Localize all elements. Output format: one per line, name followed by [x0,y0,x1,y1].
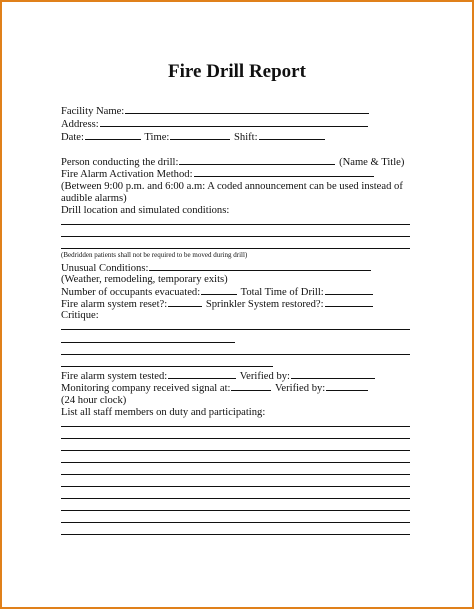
alarm-tested-field[interactable] [168,369,236,379]
staff-line-10[interactable] [61,534,410,535]
verified-by-field[interactable] [291,369,375,379]
bedridden-note: (Bedridden patients shall not be required to be moved during drill) [61,251,248,259]
drill-location-line-1[interactable] [61,224,410,225]
facility-name-field[interactable] [125,104,369,114]
audible-text: audible alarms) [61,193,127,204]
reset-sprinkler-row [61,297,374,311]
staff-line-7[interactable] [61,498,410,499]
hour-clock-text: (24 hour clock) [61,395,127,406]
staff-line-8[interactable] [61,510,410,511]
monitoring-field[interactable] [231,381,271,391]
alarm-tested-label: Fire alarm system tested: [61,371,168,382]
address-label: Address: [61,119,99,130]
critique-line-1[interactable] [61,329,410,330]
staff-line-2[interactable] [61,438,410,439]
drill-location-label: Drill location and simulated conditions: [61,205,230,216]
critique-line-3[interactable] [61,354,410,355]
critique-line-2[interactable] [61,342,235,343]
critique-line-4[interactable] [61,366,273,367]
date-field[interactable] [85,130,141,140]
total-time-label: Total Time of Drill: [240,287,324,298]
address-row [61,117,369,131]
critique-label: Critique: [61,310,99,321]
address-field[interactable] [100,117,368,127]
shift-label: Shift: [234,132,258,143]
staff-line-6[interactable] [61,486,410,487]
staff-line-9[interactable] [61,522,410,523]
occupants-field[interactable] [201,285,237,295]
activation-field[interactable] [194,167,374,177]
alarm-reset-field[interactable] [168,297,202,307]
activation-row [61,167,375,181]
date-label: Date: [61,132,84,143]
staff-line-1[interactable] [61,426,410,427]
weather-text: (Weather, remodeling, temporary exits) [61,274,228,285]
drill-location-line-3[interactable] [61,248,410,249]
unusual-field[interactable] [149,261,371,271]
staff-line-3[interactable] [61,450,410,451]
drill-location-line-2[interactable] [61,236,410,237]
sprinkler-label: Sprinkler System restored?: [205,299,324,310]
staff-line-4[interactable] [61,462,410,463]
staff-line-5[interactable] [61,474,410,475]
sprinkler-field[interactable] [325,297,373,307]
monitoring-row [61,381,369,395]
date-time-shift-row [61,130,326,144]
verified-by-label-2: Verified by: [274,383,326,394]
time-field[interactable] [170,130,230,140]
facility-name-label: Facility Name: [61,106,125,117]
occupants-label: Number of occupants evacuated: [61,287,201,298]
between-text: (Between 9:00 p.m. and 6:00 a.m: A coded announcement can be used instead of [61,181,403,192]
person-field[interactable] [179,155,335,165]
verified-by-label: Verified by: [239,371,290,382]
total-time-field[interactable] [325,285,373,295]
staff-label: List all staff members on duty and participating: [61,407,266,418]
activation-label: Fire Alarm Activation Method: [61,169,193,180]
time-label: Time: [144,132,170,143]
name-title-label: (Name & Title) [339,157,405,168]
unusual-label: Unusual Conditions: [61,263,149,274]
page-title: Fire Drill Report [168,61,306,82]
verified-by-field-2[interactable] [326,381,368,391]
monitoring-label: Monitoring company received signal at: [61,383,231,394]
person-label: Person conducting the drill: [61,157,179,168]
facility-name-row [61,104,370,118]
alarm-reset-label: Fire alarm system reset?: [61,299,168,310]
shift-field[interactable] [259,130,325,140]
